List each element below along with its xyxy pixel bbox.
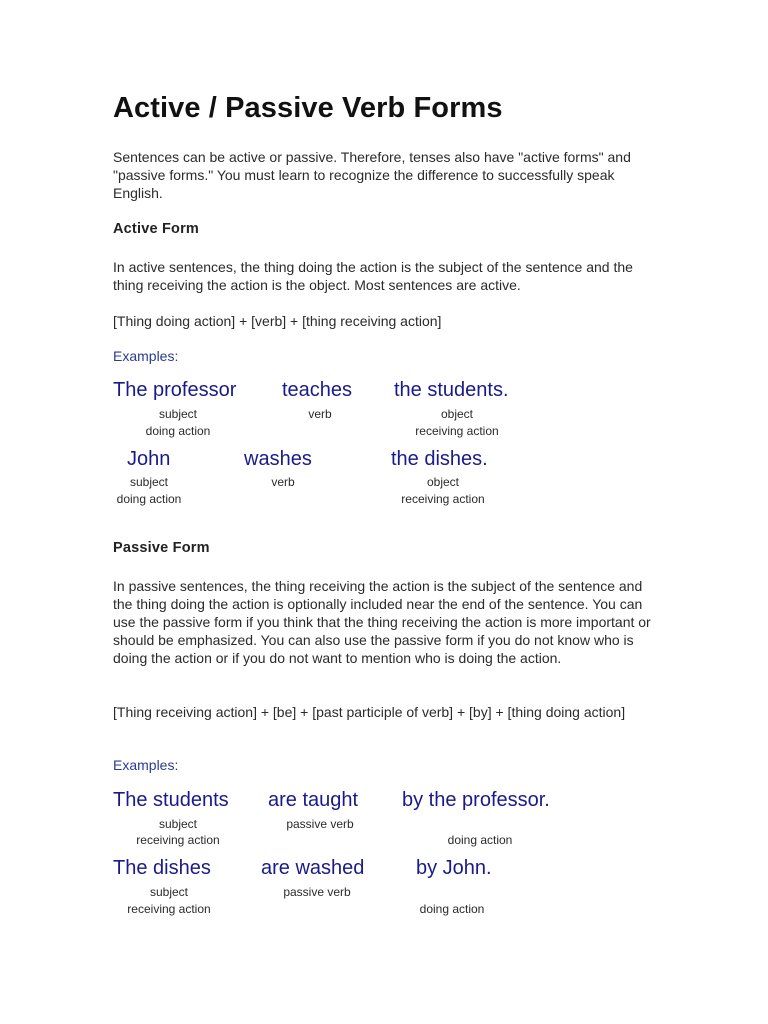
example-verb: washes xyxy=(244,448,312,470)
verb-label: passive verb xyxy=(283,885,351,899)
verb-label: passive verb xyxy=(286,817,354,831)
passive-description: In passive sentences, the thing receiving the action is the subject of the sentence and the thing doing the action is optionally included near the end of the sentence. You can use the passive form if you think that the thing receiving the action is more important or should be emphasized. You can also use the passive form if you do not know who is doing the action or if you do not want to mention who is doing the action. xyxy=(113,578,651,666)
example-subject: The professor xyxy=(113,379,237,401)
example-object: the students. xyxy=(394,379,509,401)
verb-label: verb xyxy=(271,475,295,489)
subject-label: subject xyxy=(149,885,189,899)
subject-label: subject xyxy=(158,817,198,831)
object-label: object xyxy=(426,475,460,489)
subject-label: subject xyxy=(129,475,169,489)
example-verb: teaches xyxy=(282,379,353,401)
page-title: Active / Passive Verb Forms xyxy=(113,92,503,124)
example-verb: are taught xyxy=(268,789,359,811)
object-role-label: doing action xyxy=(447,833,513,847)
subject-role-label: receiving action xyxy=(127,902,211,916)
active-description: In active sentences, the thing doing the action is the subject of the sentence and the thing receiving the action is the object. Most sentences are active. xyxy=(113,259,633,293)
example-subject: The dishes xyxy=(113,857,211,879)
subject-role-label: doing action xyxy=(145,424,211,438)
example-object: the dishes. xyxy=(391,448,488,470)
subject-label: subject xyxy=(158,407,198,421)
object-role-label: doing action xyxy=(419,902,485,916)
active-formula: [Thing doing action] + [verb] + [thing receiving action] xyxy=(113,313,442,329)
example-verb: are washed xyxy=(261,857,365,879)
passive-formula: [Thing receiving action] + [be] + [past participle of verb] + [by] + [thing doing action] xyxy=(113,704,626,720)
object-role-label: receiving action xyxy=(415,424,499,438)
subject-role-label: receiving action xyxy=(136,833,220,847)
example-subject: John xyxy=(127,448,171,470)
subject-role-label: doing action xyxy=(116,492,182,506)
object-label: object xyxy=(440,407,474,421)
example-object: by John. xyxy=(416,857,492,879)
intro-paragraph: Sentences can be active or passive. Therefore, tenses also have "active forms" and "passive forms." You must learn to recognize the difference to successfully speak English. xyxy=(113,149,631,201)
example-subject: The students xyxy=(113,789,229,811)
object-role-label: receiving action xyxy=(401,492,485,506)
active-examples-label: Examples: xyxy=(113,348,179,364)
example-object: by the professor. xyxy=(402,789,550,811)
verb-label: verb xyxy=(308,407,332,421)
passive-examples-label: Examples: xyxy=(113,757,179,773)
active-form-heading: Active Form xyxy=(113,221,199,237)
passive-form-heading: Passive Form xyxy=(113,540,210,556)
